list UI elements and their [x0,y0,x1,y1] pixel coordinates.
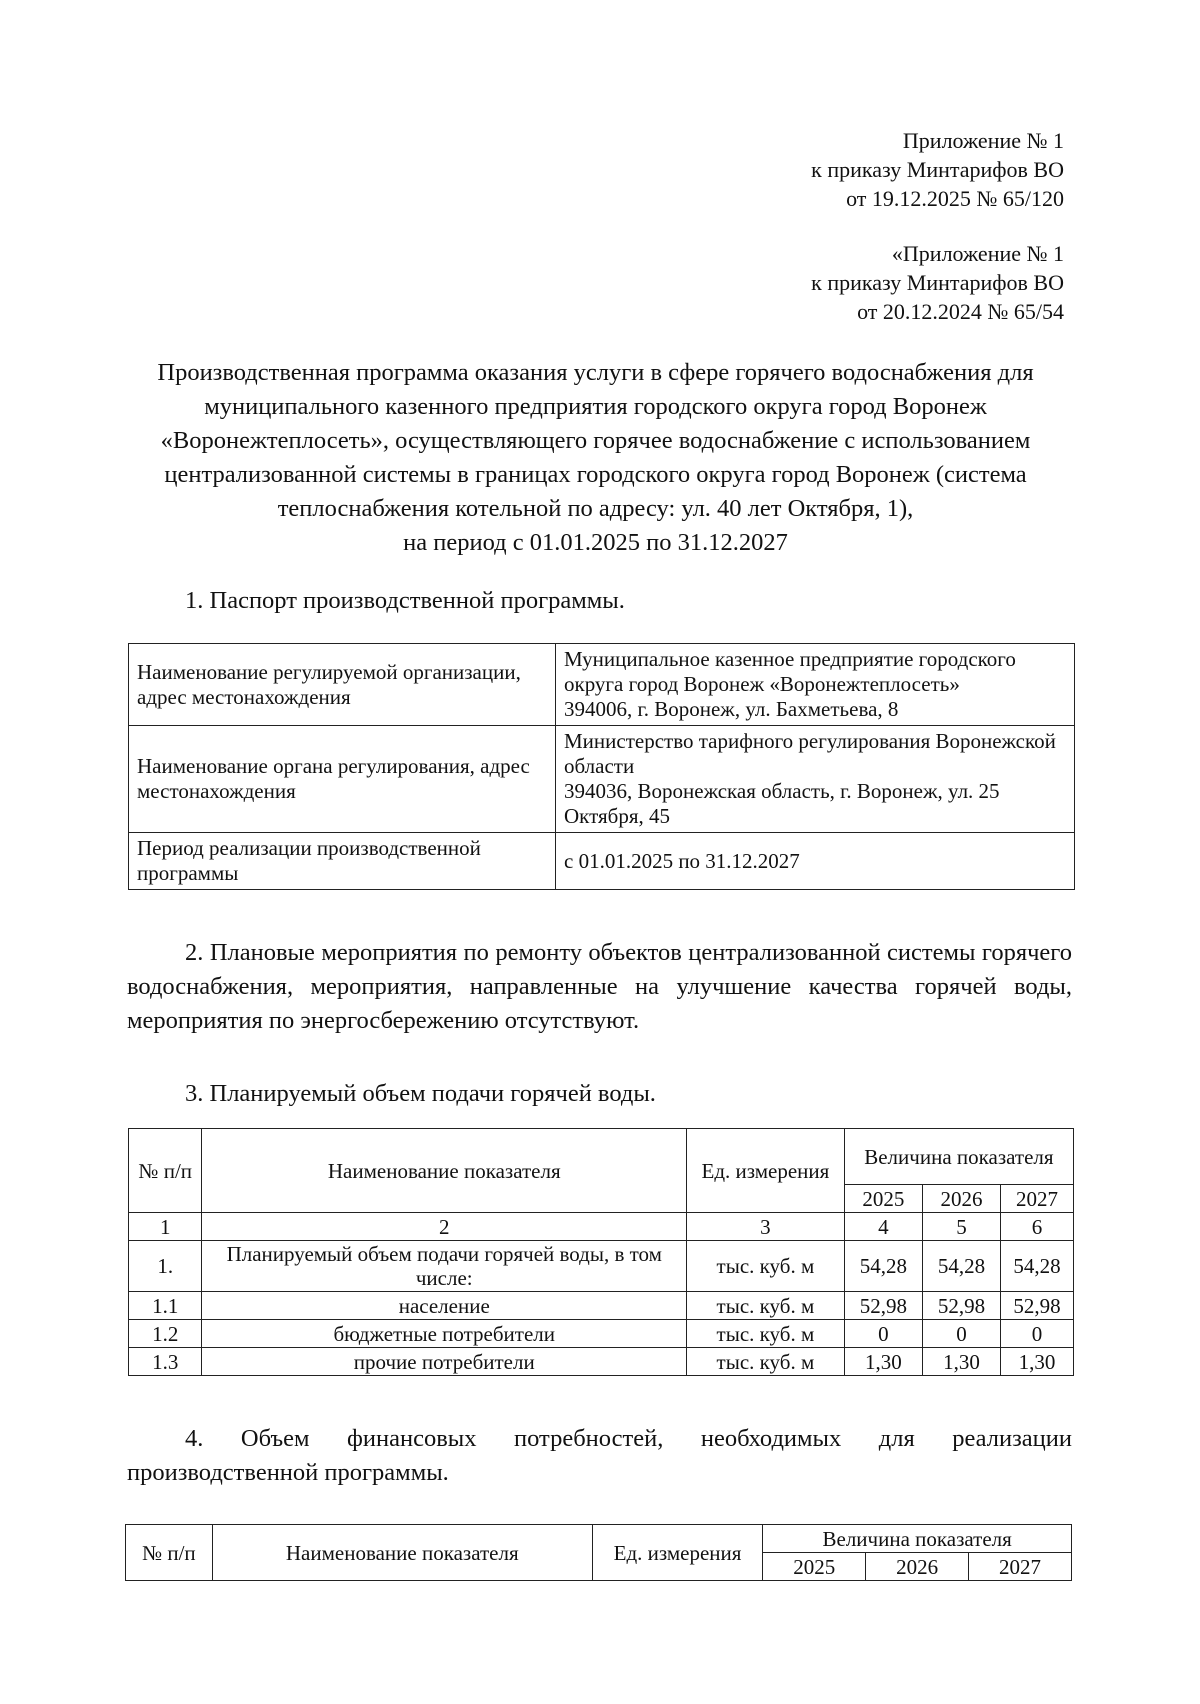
passport-label: Период реализации производственной программы [129,833,556,890]
order-date-line: от 19.12.2025 № 65/120 [846,186,1064,211]
passport-label: Наименование регулируемой организации, адрес местонахождения [129,644,556,726]
row-unit: тыс. куб. м [687,1320,845,1348]
volume-table [128,1128,1074,1376]
index-cell: 3 [687,1213,845,1241]
table-row [129,833,1075,890]
title-line: муниципального казенного предприятия городского округа город Воронеж [204,393,987,420]
row-num: 1.2 [129,1320,202,1348]
year-header: 2026 [922,1185,1000,1213]
row-value-2027: 0 [1001,1320,1074,1348]
section-3-heading: 3. Планируемый объем подачи горячей воды. [185,1080,656,1107]
year-header: 2025 [844,1185,922,1213]
passport-label: Наименование органа регулирования, адрес местонахождения [129,726,556,833]
passport-value [556,833,1075,890]
year-header: 2025 [763,1553,866,1581]
appendix-line-prev: «Приложение № 1 [891,241,1064,266]
title-line: Производственная программа оказания услуги в сфере горячего водоснабжения для [157,359,1034,386]
col-name-header: Наименование показателя [202,1129,687,1213]
row-num: 1.1 [129,1292,202,1320]
col-value-header: Величина показателя [763,1525,1072,1553]
row-value-2025: 54,28 [844,1241,922,1292]
row-unit: тыс. куб. м [687,1241,845,1292]
row-unit: тыс. куб. м [687,1292,845,1320]
title-line: централизованной системы в границах городского округа город Воронеж (система [164,461,1027,488]
col-name-header: Наименование показателя [212,1525,592,1581]
appendix-header [811,126,1064,326]
row-name: Планируемый объем подачи горячей воды, в том числе: [202,1241,687,1292]
table-row [129,1348,1074,1376]
row-value-2026: 52,98 [922,1292,1000,1320]
row-value-2027: 52,98 [1001,1292,1074,1320]
row-value-2026: 54,28 [922,1241,1000,1292]
year-header: 2027 [969,1553,1072,1581]
index-cell: 4 [844,1213,922,1241]
passport-value-line: Муниципальное казенное предприятие городского округа город Воронеж «Воронежтеплосеть» [564,647,1016,696]
table-header-row [126,1525,1072,1553]
row-value-2027: 54,28 [1001,1241,1074,1292]
col-num-header: № п/п [126,1525,213,1581]
finance-table [125,1524,1072,1581]
col-value-header: Величина показателя [844,1129,1073,1185]
col-num-header: № п/п [129,1129,202,1213]
row-value-2025: 52,98 [844,1292,922,1320]
passport-value-line: 394006, г. Воронеж, ул. Бахметьева, 8 [564,697,899,721]
row-value-2026: 1,30 [922,1348,1000,1376]
row-value-2025: 1,30 [844,1348,922,1376]
index-cell: 5 [922,1213,1000,1241]
col-unit-header: Ед. измерения [592,1525,763,1581]
index-cell: 6 [1001,1213,1074,1241]
row-num: 1. [129,1241,202,1292]
row-name: бюджетные потребители [202,1320,687,1348]
title-line: теплоснабжения котельной по адресу: ул. 40 лет Октября, 1), [277,495,914,522]
order-line-prev: к приказу Минтарифов ВО [811,270,1064,295]
table-row [129,1241,1074,1292]
row-name: население [202,1292,687,1320]
passport-value-line: 394036, Воронежская область, г. Воронеж, ул. 25 Октября, 45 [564,779,1000,828]
appendix-line: Приложение № 1 [902,128,1064,153]
passport-value [556,644,1075,726]
passport-value [556,726,1075,833]
table-row [129,644,1075,726]
col-unit-header: Ед. измерения [687,1129,845,1213]
title-line: «Воронежтеплосеть», осуществляющего горячее водоснабжение с использованием [160,427,1031,454]
title-line: на период с 01.01.2025 по 31.12.2027 [403,529,788,556]
year-header: 2026 [866,1553,969,1581]
index-cell: 1 [129,1213,202,1241]
table-index-row [129,1213,1074,1241]
order-date-line-prev: от 20.12.2024 № 65/54 [857,299,1064,324]
row-unit: тыс. куб. м [687,1348,845,1376]
section-4-text: 4. Объем финансовых потребностей, необходимых для реализации [185,1425,1072,1452]
year-header: 2027 [1001,1185,1074,1213]
section-1-heading: 1. Паспорт производственной программы. [185,587,625,614]
passport-table [128,643,1075,890]
row-value-2026: 0 [922,1320,1000,1348]
table-row [129,1320,1074,1348]
section-2-text: 2. Плановые мероприятия по ремонту объектов централизованной системы горячего водоснабжения, мероприятия, направленные на улучшение качества горячей воды, мероприятия по энергосбережению отсутствуют. [127,939,1072,1034]
row-num: 1.3 [129,1348,202,1376]
section-4-text-cont: производственной программы. [127,1459,449,1486]
document-title [118,356,1073,560]
row-value-2025: 0 [844,1320,922,1348]
index-cell: 2 [202,1213,687,1241]
row-name: прочие потребители [202,1348,687,1376]
table-row [129,1292,1074,1320]
table-row [129,726,1075,833]
passport-value-line: с 01.01.2025 по 31.12.2027 [564,848,800,873]
passport-value-line: Министерство тарифного регулирования Воронежской области [564,729,1056,778]
table-header-row [129,1129,1074,1185]
order-line: к приказу Минтарифов ВО [811,157,1064,182]
row-value-2027: 1,30 [1001,1348,1074,1376]
